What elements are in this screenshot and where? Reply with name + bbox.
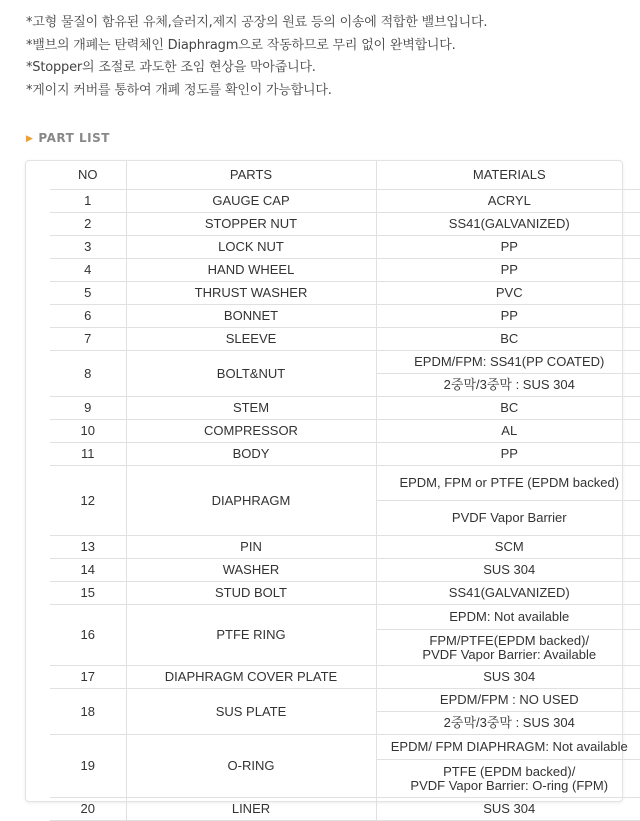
- cell-part: THRUST WASHER: [126, 282, 376, 305]
- cell-material: SS41(GALVANIZED): [376, 213, 640, 236]
- table-row: [50, 443, 640, 466]
- table-row: [50, 420, 640, 443]
- table-row: [50, 236, 640, 259]
- table-row: [50, 536, 640, 559]
- cell-material: FPM/PTFE(EPDM backed)/ PVDF Vapor Barrier: Available: [376, 630, 640, 666]
- table-row: [50, 689, 640, 712]
- cell-part: PIN: [126, 536, 376, 559]
- cell-part: O-RING: [126, 735, 376, 798]
- cell-part: PTFE RING: [126, 605, 376, 666]
- header-materials: MATERIALS: [376, 161, 640, 190]
- cell-part: COMPRESSOR: [126, 420, 376, 443]
- cell-no: 3: [50, 236, 126, 259]
- cell-no: 8: [50, 351, 126, 397]
- cell-part: SLEEVE: [126, 328, 376, 351]
- part-list-heading: [26, 131, 110, 145]
- cell-material: EPDM, FPM or PTFE (EPDM backed): [376, 466, 640, 501]
- cell-material: PP: [376, 443, 640, 466]
- cell-material: PP: [376, 305, 640, 328]
- cell-no: 20: [50, 798, 126, 821]
- cell-part: DIAPHRAGM COVER PLATE: [126, 666, 376, 689]
- cell-material: PVC: [376, 282, 640, 305]
- cell-part: BOLT&NUT: [126, 351, 376, 397]
- header-parts: PARTS: [126, 161, 376, 190]
- product-notes: [26, 12, 626, 102]
- cell-material: 2중막/3중막 : SUS 304: [376, 374, 640, 397]
- cell-no: 6: [50, 305, 126, 328]
- cell-material: PP: [376, 259, 640, 282]
- cell-part: GAUGE CAP: [126, 190, 376, 213]
- table-row: [50, 798, 640, 821]
- note-line: *게이지 커버를 통하여 개폐 정도를 확인이 가능합니다.: [26, 82, 332, 98]
- cell-no: 4: [50, 259, 126, 282]
- cell-material: EPDM: Not available: [376, 605, 640, 630]
- table-row: [50, 190, 640, 213]
- cell-material: SUS 304: [376, 559, 640, 582]
- part-list-panel: [25, 160, 628, 816]
- cell-no: 11: [50, 443, 126, 466]
- cell-part: SUS PLATE: [126, 689, 376, 735]
- cell-material: SCM: [376, 536, 640, 559]
- note-line: *Stopper의 조절로 과도한 조임 현상을 막아줍니다.: [26, 60, 316, 75]
- cell-no: 18: [50, 689, 126, 735]
- part-list-title: PART LIST: [38, 131, 110, 145]
- cell-no: 14: [50, 559, 126, 582]
- table-row: [50, 582, 640, 605]
- cell-no: 13: [50, 536, 126, 559]
- cell-no: 17: [50, 666, 126, 689]
- table-header-row: [50, 161, 640, 190]
- table-body: [50, 190, 640, 821]
- table-row: [50, 559, 640, 582]
- table-row: [50, 259, 640, 282]
- cell-material: AL: [376, 420, 640, 443]
- table-row: [50, 605, 640, 630]
- triangle-bullet-icon: ▶: [26, 134, 34, 144]
- cell-no: 5: [50, 282, 126, 305]
- cell-no: 10: [50, 420, 126, 443]
- table-row: [50, 328, 640, 351]
- table-row: [50, 282, 640, 305]
- cell-no: 16: [50, 605, 126, 666]
- table-row: [50, 397, 640, 420]
- note-line: *고형 물질이 함유된 유체,슬러지,제지 공장의 원료 등의 이송에 적합한 밸브입니다.: [26, 15, 488, 30]
- table-row: [50, 305, 640, 328]
- table-row: [50, 666, 640, 689]
- cell-material: SS41(GALVANIZED): [376, 582, 640, 605]
- table-row: [50, 351, 640, 374]
- cell-part: WASHER: [126, 559, 376, 582]
- cell-no: 1: [50, 190, 126, 213]
- cell-no: 12: [50, 466, 126, 536]
- cell-part: LINER: [126, 798, 376, 821]
- cell-part: STEM: [126, 397, 376, 420]
- cell-material: PVDF Vapor Barrier: [376, 501, 640, 536]
- header-no: NO: [50, 161, 126, 190]
- cell-no: 9: [50, 397, 126, 420]
- table-row: [50, 735, 640, 760]
- part-list-table: [50, 161, 640, 821]
- cell-material: ACRYL: [376, 190, 640, 213]
- cell-part: BODY: [126, 443, 376, 466]
- cell-material: PP: [376, 236, 640, 259]
- cell-material: SUS 304: [376, 666, 640, 689]
- cell-part: DIAPHRAGM: [126, 466, 376, 536]
- cell-no: 2: [50, 213, 126, 236]
- cell-no: 7: [50, 328, 126, 351]
- cell-material: EPDM/FPM: SS41(PP COATED): [376, 351, 640, 374]
- cell-material: BC: [376, 328, 640, 351]
- cell-no: 19: [50, 735, 126, 798]
- cell-material: PTFE (EPDM backed)/ PVDF Vapor Barrier: O-ring (FPM): [376, 760, 640, 798]
- table-row: [50, 466, 640, 501]
- cell-part: STUD BOLT: [126, 582, 376, 605]
- cell-material: EPDM/FPM : NO USED: [376, 689, 640, 712]
- note-line: *밸브의 개폐는 탄력체인 Diaphragm으로 작동하므로 무리 없이 완벽합니다.: [26, 37, 456, 53]
- cell-part: BONNET: [126, 305, 376, 328]
- cell-material: EPDM/ FPM DIAPHRAGM: Not available: [376, 735, 640, 760]
- cell-part: HAND WHEEL: [126, 259, 376, 282]
- cell-material: BC: [376, 397, 640, 420]
- cell-part: LOCK NUT: [126, 236, 376, 259]
- cell-no: 15: [50, 582, 126, 605]
- cell-part: STOPPER NUT: [126, 213, 376, 236]
- cell-material: SUS 304: [376, 798, 640, 821]
- table-row: [50, 213, 640, 236]
- cell-material: 2중막/3중막 : SUS 304: [376, 712, 640, 735]
